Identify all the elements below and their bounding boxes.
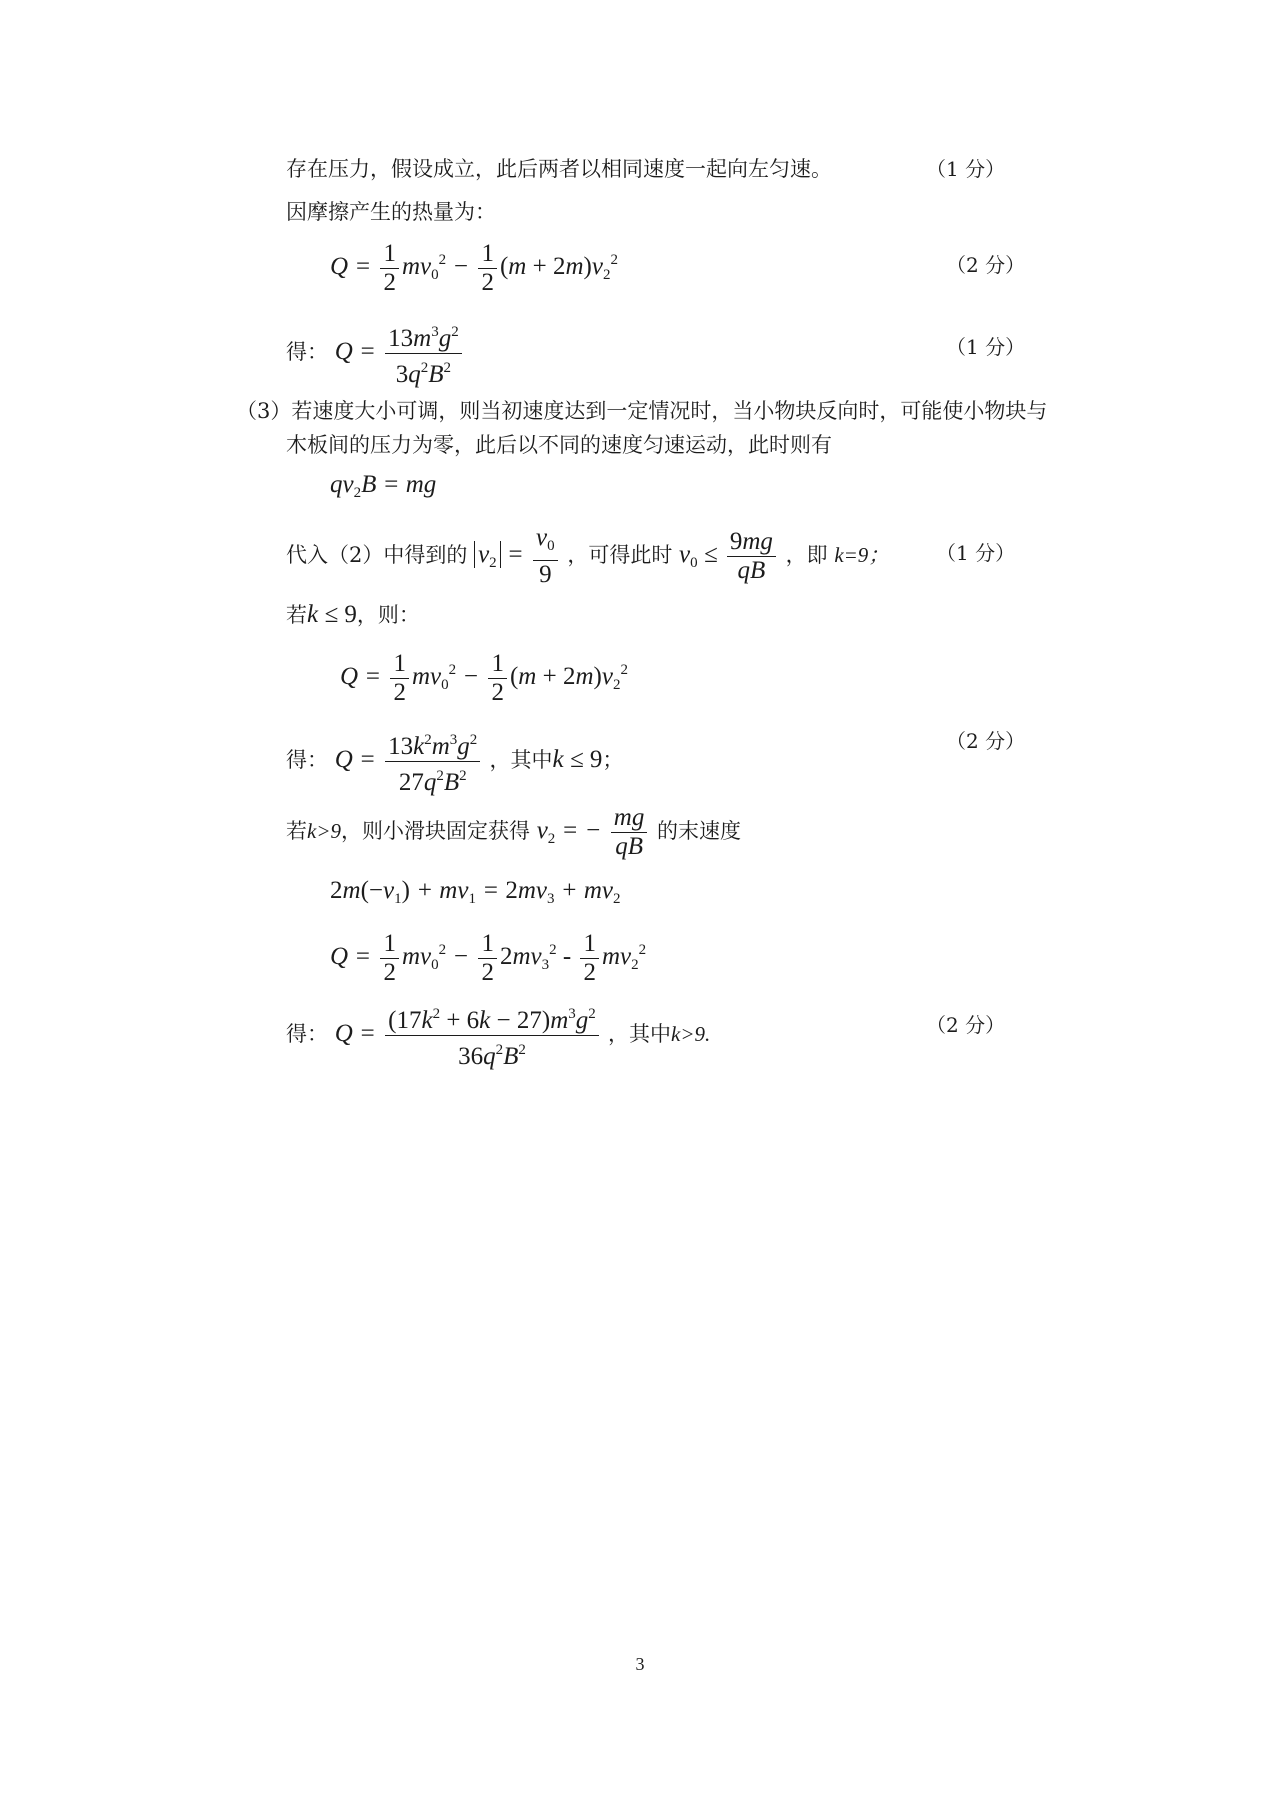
- text-line-heat-intro: 因摩擦产生的热量为：: [286, 200, 496, 224]
- equation-heat-1: Q = $\frac{1}{2}$ $mv_0^2$ − $\frac{1}{2}$ $(m + 2m)v_2^2$: [330, 240, 618, 296]
- part3-line2: 木板间的压力为零，此后以不同的速度匀速运动，此时则有: [286, 433, 832, 457]
- equation-momentum: $2m(-v_1) + mv_1 = 2mv_3 + mv_2$: [330, 877, 621, 907]
- score-label: （1 分）: [936, 541, 1016, 565]
- page-number: 3: [635, 1654, 645, 1674]
- equation-heat-result-k-gt-9: 得： Q = $\frac{(17k^2 + 6k - 27)m^3g^2}{36q^2B^2}$ ，其中k>9.: [286, 1006, 711, 1070]
- text-line-case-k-gt-9: 若k>9，则小滑块固定获得 $v_2$ = − $\frac{mg}{qB}$ 的末速度: [286, 804, 742, 860]
- score-label: （2 分）: [926, 1013, 1006, 1037]
- equation-heat-3: Q = $\frac{1}{2}$ $mv_0^2$ − $\frac{1}{2}$ $2mv_3^2$ - $\frac{1}{2}$ $mv_2^2$: [330, 930, 647, 986]
- equation-heat-2: Q = $\frac{1}{2}$ $mv_0^2$ − $\frac{1}{2}$ $(m + 2m)v_2^2$: [340, 650, 628, 706]
- part3-line1: （3）若速度大小可调，则当初速度达到一定情况时，当小物块反向时，可能使小物块与: [236, 399, 1048, 423]
- score-label: （1 分）: [946, 335, 1026, 359]
- score-label: （2 分）: [946, 729, 1026, 753]
- text-line-substitution: 代入（2）中得到的 $v_2$ = $\frac{v_0}{9}$ ，可得此时 $v_0$ ≤ $\frac{9mg}{qB}$ ，即 k=9；: [286, 524, 890, 588]
- score-label: （2 分）: [946, 253, 1026, 277]
- equation-heat-result: 得： Q = $\frac{13m^3g^2}{3q^2B^2}$: [286, 318, 465, 389]
- score-label: （1 分）: [926, 157, 1006, 181]
- text-line-case-k-le-9: 若k ≤ 9，则：: [286, 601, 420, 628]
- equation-force-balance: $qv_2B$ = mg: [330, 471, 437, 501]
- text-line-assumption: 存在压力，假设成立，此后两者以相同速度一起向左匀速。: [286, 157, 832, 181]
- equation-heat-result-k-le-9: 得： Q = $\frac{13k^2m^3g^2}{27q^2B^2}$ ，其中k ≤ 9；: [286, 732, 624, 796]
